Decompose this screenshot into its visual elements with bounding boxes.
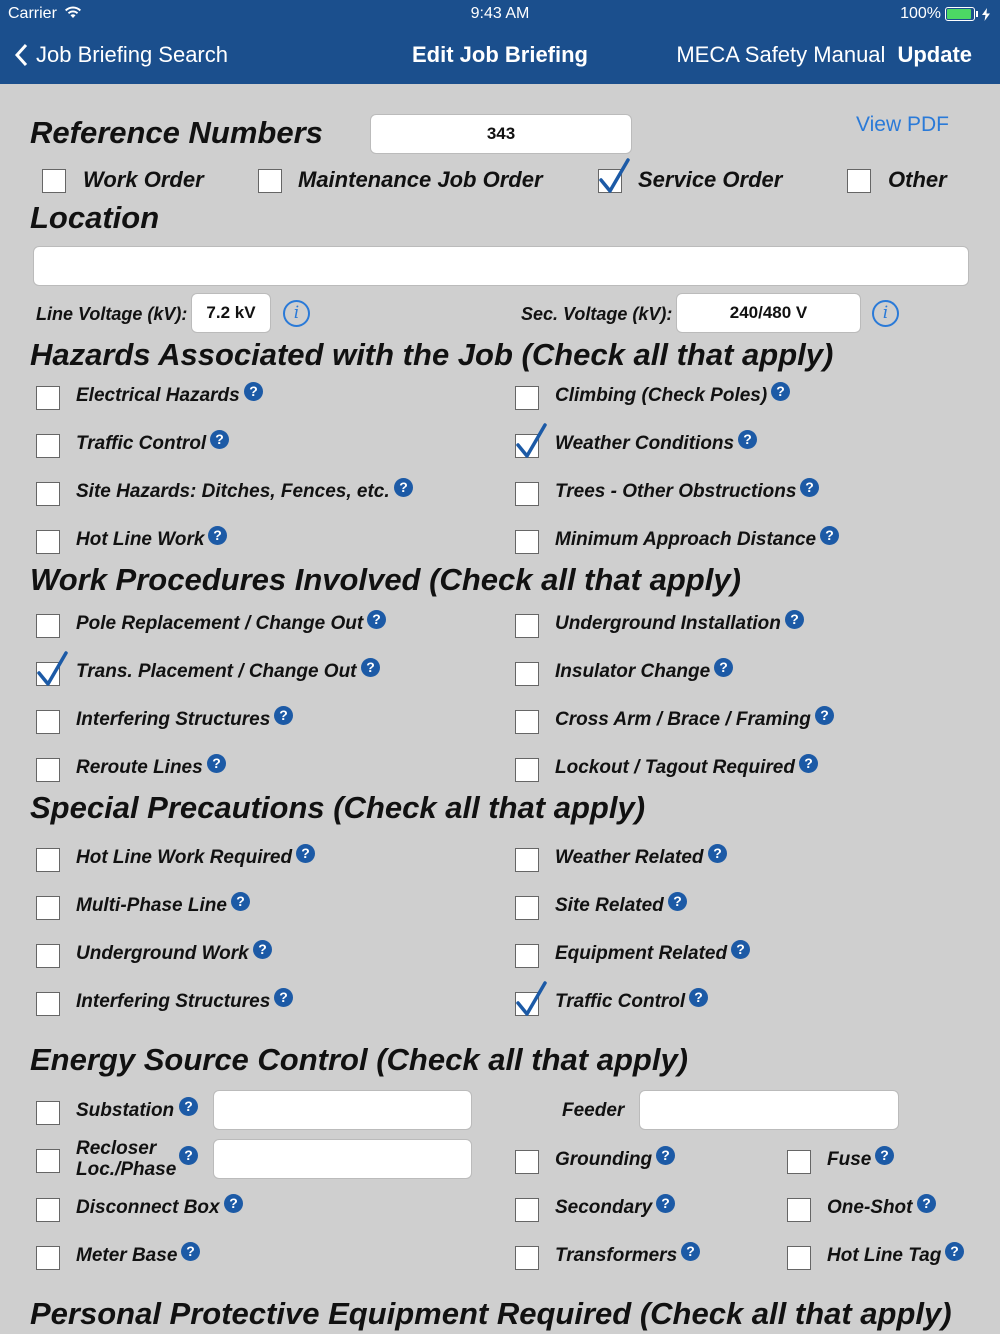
site-hazards-ditches-fences-etc-checkbox[interactable] [36, 482, 60, 506]
hot-line-tag-label: Hot Line Tag [827, 1245, 942, 1266]
minimum-approach-distance-checkbox[interactable] [515, 530, 539, 554]
reroute-lines-label: Reroute Lines [76, 757, 203, 778]
recloser-label-line2: Loc./Phase [76, 1159, 177, 1180]
substation-label: Substation [76, 1100, 175, 1121]
disconnect-box-label: Disconnect Box [76, 1197, 220, 1218]
cross-arm-brace-framing-help-icon[interactable]: ? [815, 706, 834, 725]
disconnect-box-checkbox[interactable] [36, 1198, 60, 1222]
weather-conditions-label: Weather Conditions [555, 433, 735, 454]
other-label: Other [888, 167, 947, 192]
grounding-label: Grounding [555, 1149, 653, 1170]
disconnect-box-help-icon[interactable]: ? [224, 1194, 243, 1213]
multi-phase-line-checkbox[interactable] [36, 896, 60, 920]
underground-installation-checkbox[interactable] [515, 614, 539, 638]
site-hazards-ditches-fences-etc-label: Site Hazards: Ditches, Fences, etc. [76, 481, 390, 502]
climbing-check-poles-label: Climbing (Check Poles) [555, 385, 768, 406]
pole-replacement-change-out-help-icon[interactable]: ? [367, 610, 386, 629]
climbing-check-poles-checkbox[interactable] [515, 386, 539, 410]
one-shot-help-icon[interactable]: ? [917, 1194, 936, 1213]
pole-replacement-change-out-label: Pole Replacement / Change Out [76, 613, 364, 634]
trees-other-obstructions-checkbox[interactable] [515, 482, 539, 506]
hot-line-work-required-label: Hot Line Work Required [76, 847, 293, 868]
hot-line-work-required-help-icon[interactable]: ? [296, 844, 315, 863]
checkmark-icon [35, 651, 69, 687]
reroute-lines-help-icon[interactable]: ? [207, 754, 226, 773]
equipment-related-help-icon[interactable]: ? [731, 940, 750, 959]
interfering-structures-label: Interfering Structures [76, 709, 271, 730]
nav-actions [676, 42, 972, 68]
interfering-structures-checkbox[interactable] [36, 992, 60, 1016]
precautions-title: Special Precautions (Check all that apply) [30, 790, 646, 825]
recloser-checkbox[interactable] [36, 1149, 60, 1173]
view-pdf-link[interactable]: View PDF [856, 113, 949, 136]
minimum-approach-distance-help-icon[interactable]: ? [820, 526, 839, 545]
reference-number-input[interactable]: 343 [370, 114, 632, 154]
secondary-help-icon[interactable]: ? [656, 1194, 675, 1213]
minimum-approach-distance-label: Minimum Approach Distance [555, 529, 817, 550]
lockout-tagout-required-checkbox[interactable] [515, 758, 539, 782]
weather-conditions-checkbox[interactable] [515, 434, 539, 458]
work-order-label: Work Order [83, 167, 204, 192]
hot-line-work-required-checkbox[interactable] [36, 848, 60, 872]
pole-replacement-change-out-checkbox[interactable] [36, 614, 60, 638]
underground-installation-help-icon[interactable]: ? [785, 610, 804, 629]
maintenance-job-order-checkbox[interactable] [258, 169, 282, 193]
interfering-structures-help-icon[interactable]: ? [274, 988, 293, 1007]
underground-installation-label: Underground Installation [555, 613, 781, 634]
reference-title: Reference Numbers [30, 115, 323, 150]
hot-line-work-checkbox[interactable] [36, 530, 60, 554]
sec-voltage-input[interactable]: 240/480 V [676, 293, 861, 333]
energy-title: Energy Source Control (Check all that apply) [30, 1042, 689, 1077]
fuse-checkbox[interactable] [787, 1150, 811, 1174]
meter-base-checkbox[interactable] [36, 1246, 60, 1270]
site-related-checkbox[interactable] [515, 896, 539, 920]
weather-related-label: Weather Related [555, 847, 704, 868]
one-shot-label: One-Shot [827, 1197, 913, 1218]
climbing-check-poles-help-icon[interactable]: ? [771, 382, 790, 401]
lockout-tagout-required-label: Lockout / Tagout Required [555, 757, 795, 778]
charging-icon [982, 8, 990, 21]
insulator-change-checkbox[interactable] [515, 662, 539, 686]
meter-base-help-icon[interactable]: ? [181, 1242, 200, 1261]
site-related-help-icon[interactable]: ? [668, 892, 687, 911]
underground-work-help-icon[interactable]: ? [253, 940, 272, 959]
equipment-related-label: Equipment Related [555, 943, 728, 964]
insulator-change-help-icon[interactable]: ? [714, 658, 733, 677]
ppe-title: Personal Protective Equipment Required (Check all that apply) [30, 1296, 952, 1331]
work-order-checkbox[interactable] [42, 169, 66, 193]
site-hazards-ditches-fences-etc-help-icon[interactable]: ? [394, 478, 413, 497]
weather-related-help-icon[interactable]: ? [708, 844, 727, 863]
battery-fill [947, 9, 971, 19]
hot-line-tag-help-icon[interactable]: ? [945, 1242, 964, 1261]
line-voltage-input[interactable]: 7.2 kV [191, 293, 271, 333]
trans-placement-change-out-checkbox[interactable] [36, 662, 60, 686]
transformers-help-icon[interactable]: ? [681, 1242, 700, 1261]
meter-base-label: Meter Base [76, 1245, 178, 1266]
site-related-label: Site Related [555, 895, 664, 916]
trans-placement-change-out-help-icon[interactable]: ? [361, 658, 380, 677]
lockout-tagout-required-help-icon[interactable]: ? [799, 754, 818, 773]
carrier-text: Carrier [8, 5, 57, 22]
sec-voltage-info-icon[interactable]: i [872, 300, 899, 327]
hot-line-work-help-icon[interactable]: ? [208, 526, 227, 545]
traffic-control-label: Traffic Control [76, 433, 207, 454]
one-shot-checkbox[interactable] [787, 1198, 811, 1222]
multi-phase-line-help-icon[interactable]: ? [231, 892, 250, 911]
multi-phase-line-label: Multi-Phase Line [76, 895, 227, 916]
service-order-label: Service Order [638, 167, 783, 192]
transformers-checkbox[interactable] [515, 1246, 539, 1270]
location-title: Location [30, 200, 160, 235]
service-order-checkbox[interactable] [598, 169, 622, 193]
battery-status [900, 5, 990, 23]
secondary-label: Secondary [555, 1197, 653, 1218]
checkmark-icon [514, 423, 548, 459]
recloser-input[interactable] [213, 1139, 472, 1179]
trans-placement-change-out-label: Trans. Placement / Change Out [76, 661, 357, 682]
electrical-hazards-label: Electrical Hazards [76, 385, 240, 406]
cross-arm-brace-framing-checkbox[interactable] [515, 710, 539, 734]
traffic-control-checkbox[interactable] [36, 434, 60, 458]
traffic-control-checkbox[interactable] [515, 992, 539, 1016]
hot-line-work-label: Hot Line Work [76, 529, 205, 550]
substation-input[interactable] [213, 1090, 472, 1130]
cross-arm-brace-framing-label: Cross Arm / Brace / Framing [555, 709, 811, 730]
weather-related-checkbox[interactable] [515, 848, 539, 872]
trees-other-obstructions-label: Trees - Other Obstructions [555, 481, 797, 502]
fuse-help-icon[interactable]: ? [875, 1146, 894, 1165]
hazards-title: Hazards Associated with the Job (Check all that apply) [30, 337, 834, 372]
maintenance-job-order-label: Maintenance Job Order [298, 167, 543, 192]
substation-help-icon[interactable]: ? [179, 1097, 198, 1116]
page-title: Edit Job Briefing [412, 42, 588, 67]
checkmark-icon [597, 158, 631, 194]
other-checkbox[interactable] [847, 169, 871, 193]
weather-conditions-help-icon[interactable]: ? [738, 430, 757, 449]
trees-other-obstructions-help-icon[interactable]: ? [800, 478, 819, 497]
checkmark-icon [514, 981, 548, 1017]
substation-checkbox[interactable] [36, 1101, 60, 1125]
grounding-checkbox[interactable] [515, 1150, 539, 1174]
traffic-control-label: Traffic Control [555, 991, 686, 1012]
insulator-change-label: Insulator Change [555, 661, 711, 682]
traffic-control-help-icon[interactable]: ? [689, 988, 708, 1007]
electrical-hazards-help-icon[interactable]: ? [244, 382, 263, 401]
procedures-title: Work Procedures Involved (Check all that apply) [30, 562, 741, 597]
fuse-label: Fuse [827, 1149, 872, 1170]
top-bar [0, 0, 1000, 84]
battery-percent: 100% [900, 5, 941, 22]
feeder-label: Feeder [562, 1100, 625, 1121]
recloser-label-line1: Recloser [76, 1138, 157, 1159]
equipment-related-checkbox[interactable] [515, 944, 539, 968]
transformers-label: Transformers [555, 1245, 678, 1266]
battery-icon [945, 7, 975, 21]
interfering-structures-help-icon[interactable]: ? [274, 706, 293, 725]
electrical-hazards-checkbox[interactable] [36, 386, 60, 410]
underground-work-checkbox[interactable] [36, 944, 60, 968]
interfering-structures-label: Interfering Structures [76, 991, 271, 1012]
secondary-checkbox[interactable] [515, 1198, 539, 1222]
hot-line-tag-checkbox[interactable] [787, 1246, 811, 1270]
recloser-label [76, 1138, 176, 1180]
interfering-structures-checkbox[interactable] [36, 710, 60, 734]
clock: 9:43 AM [470, 5, 530, 22]
update-button[interactable]: Update [897, 42, 972, 67]
traffic-control-help-icon[interactable]: ? [210, 430, 229, 449]
safety-manual-button[interactable]: MECA Safety Manual [676, 42, 886, 67]
line-voltage-info-icon[interactable]: i [283, 300, 310, 327]
back-label: Job Briefing Search [36, 42, 228, 67]
recloser-help-icon[interactable]: ? [179, 1146, 198, 1165]
reroute-lines-checkbox[interactable] [36, 758, 60, 782]
feeder-input[interactable] [639, 1090, 899, 1130]
line-voltage-label: Line Voltage (kV): [36, 304, 188, 324]
grounding-help-icon[interactable]: ? [656, 1146, 675, 1165]
underground-work-label: Underground Work [76, 943, 249, 964]
sec-voltage-label: Sec. Voltage (kV): [521, 304, 673, 324]
location-input[interactable] [33, 246, 969, 286]
